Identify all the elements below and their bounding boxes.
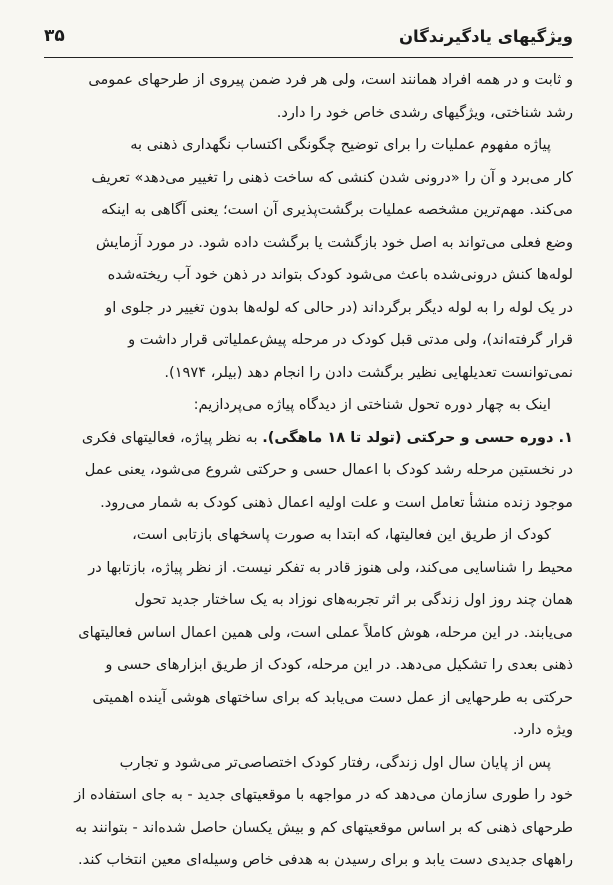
text-line: لوله‌ها کنش درونی‌شده باعث می‌شود کودک بتواند در ذهن خود آب ریخته‌شده: [107, 266, 573, 283]
page-number: ۳۵: [44, 26, 65, 46]
text-line: موجود زنده منشأ تعامل است و علت اولیه اعمال ذهنی کودک به شمار می‌رود.: [100, 493, 573, 511]
text-line: به نظر پیاژه، فعالیتهای فکری: [81, 428, 258, 446]
text-line: کار می‌برد و آن را «درونی شدن کنشی که ساخت ذهنی را تغییر می‌دهد» تعریف: [91, 168, 573, 186]
section-heading-line: [44, 422, 573, 455]
text-line: حرکتی به طرحهایی از عمل دست می‌یابد که برای ساختهای هوشی آینده اهمیتی: [92, 688, 573, 706]
text-line: ویژه دارد.: [512, 721, 573, 738]
text-line: محیط را شناسایی می‌کند، ولی هنوز قادر به تفکر نیست. از نظر پیاژه، بازتابها در: [88, 558, 573, 576]
text-line: و ثابت و در همه افراد همانند است، ولی هر فرد ضمن پیروی از طرحهای عمومی: [88, 71, 573, 88]
text-line: اینک به چهار دوره تحول شناختی از دیدگاه پیاژه می‌پردازیم:: [193, 396, 551, 413]
text-line: نمی‌توانست تعدیلهایی نظیر برگشت دادن را انجام دهد (بیلر، ۱۹۷۴).: [164, 363, 573, 381]
text-line: در نخستین مرحله رشد کودک با اعمال حسی و حرکتی شروع می‌شود، یعنی عمل: [84, 461, 573, 478]
text-line: کودک از طریق این فعالیتها، که ابتدا به صورت پاسخهای بازتابی است،: [132, 526, 551, 543]
text-line: پیاژه مفهوم عملیات را برای توضیح چگونگی اکتساب نگهداری ذهنی به: [130, 136, 551, 153]
text-line: ذهنی بعدی را تشکیل می‌دهد. در این مرحله، کودک از طریق ابزارهای حسی و: [105, 656, 573, 673]
text-line: رشد شناختی، ویژگیهای رشدی خاص خود را دارد.: [276, 103, 573, 121]
section-heading: ۱. دوره حسی و حرکتی (تولد تا ۱۸ ماهگی).: [262, 428, 573, 446]
text-line: طرحهای ذهنی که بر اساس موقعیتهای کم و بیش یکسان حاصل شده‌اند - بتوانند به: [75, 818, 573, 836]
header-rule: [44, 57, 573, 58]
body-text: [44, 64, 573, 877]
text-line: پس از پایان سال اول زندگی، رفتار کودک اختصاصی‌تر می‌شود و تجارب: [119, 753, 551, 771]
text-line: وضع فعلی می‌تواند به اصل خود بازگشت یا برگشت داده شود. در مورد آزمایش: [95, 233, 573, 251]
running-title: ویژگیهای یادگیرندگان: [398, 27, 573, 46]
text-line: قرار گرفته‌اند)، ولی مدتی قبل کودک در مرحله پیش‌عملیاتی قرار داشت و: [128, 331, 573, 348]
text-line: خود را طوری سازمان می‌دهد که در مواجهه با موقعیتهای جدید - به جای استفاده از: [74, 786, 573, 803]
text-line: همان چند روز اول زندگی بر اثر تجربه‌های نوزاد به یک ساختار جدید تحول: [134, 591, 573, 608]
text-line: راههای جدیدی دست یابد و برای رسیدن به هدفی خاص وسیله‌ای معین انتخاب کند.: [78, 851, 573, 868]
text-line: می‌کند. مهم‌ترین مشخصه عملیات برگشت‌پذیری آن است؛ یعنی آگاهی به اینکه: [101, 201, 573, 218]
page-header: [44, 24, 573, 64]
text-line: می‌یابند. در این مرحله، هوش کاملاً عملی است، ولی همین اعمال اساس فعالیتهای: [78, 623, 573, 641]
text-line: در یک لوله را به لوله دیگر برگرداند (در حالی که لوله‌ها بدون تغییر در جلوی او: [105, 298, 573, 316]
